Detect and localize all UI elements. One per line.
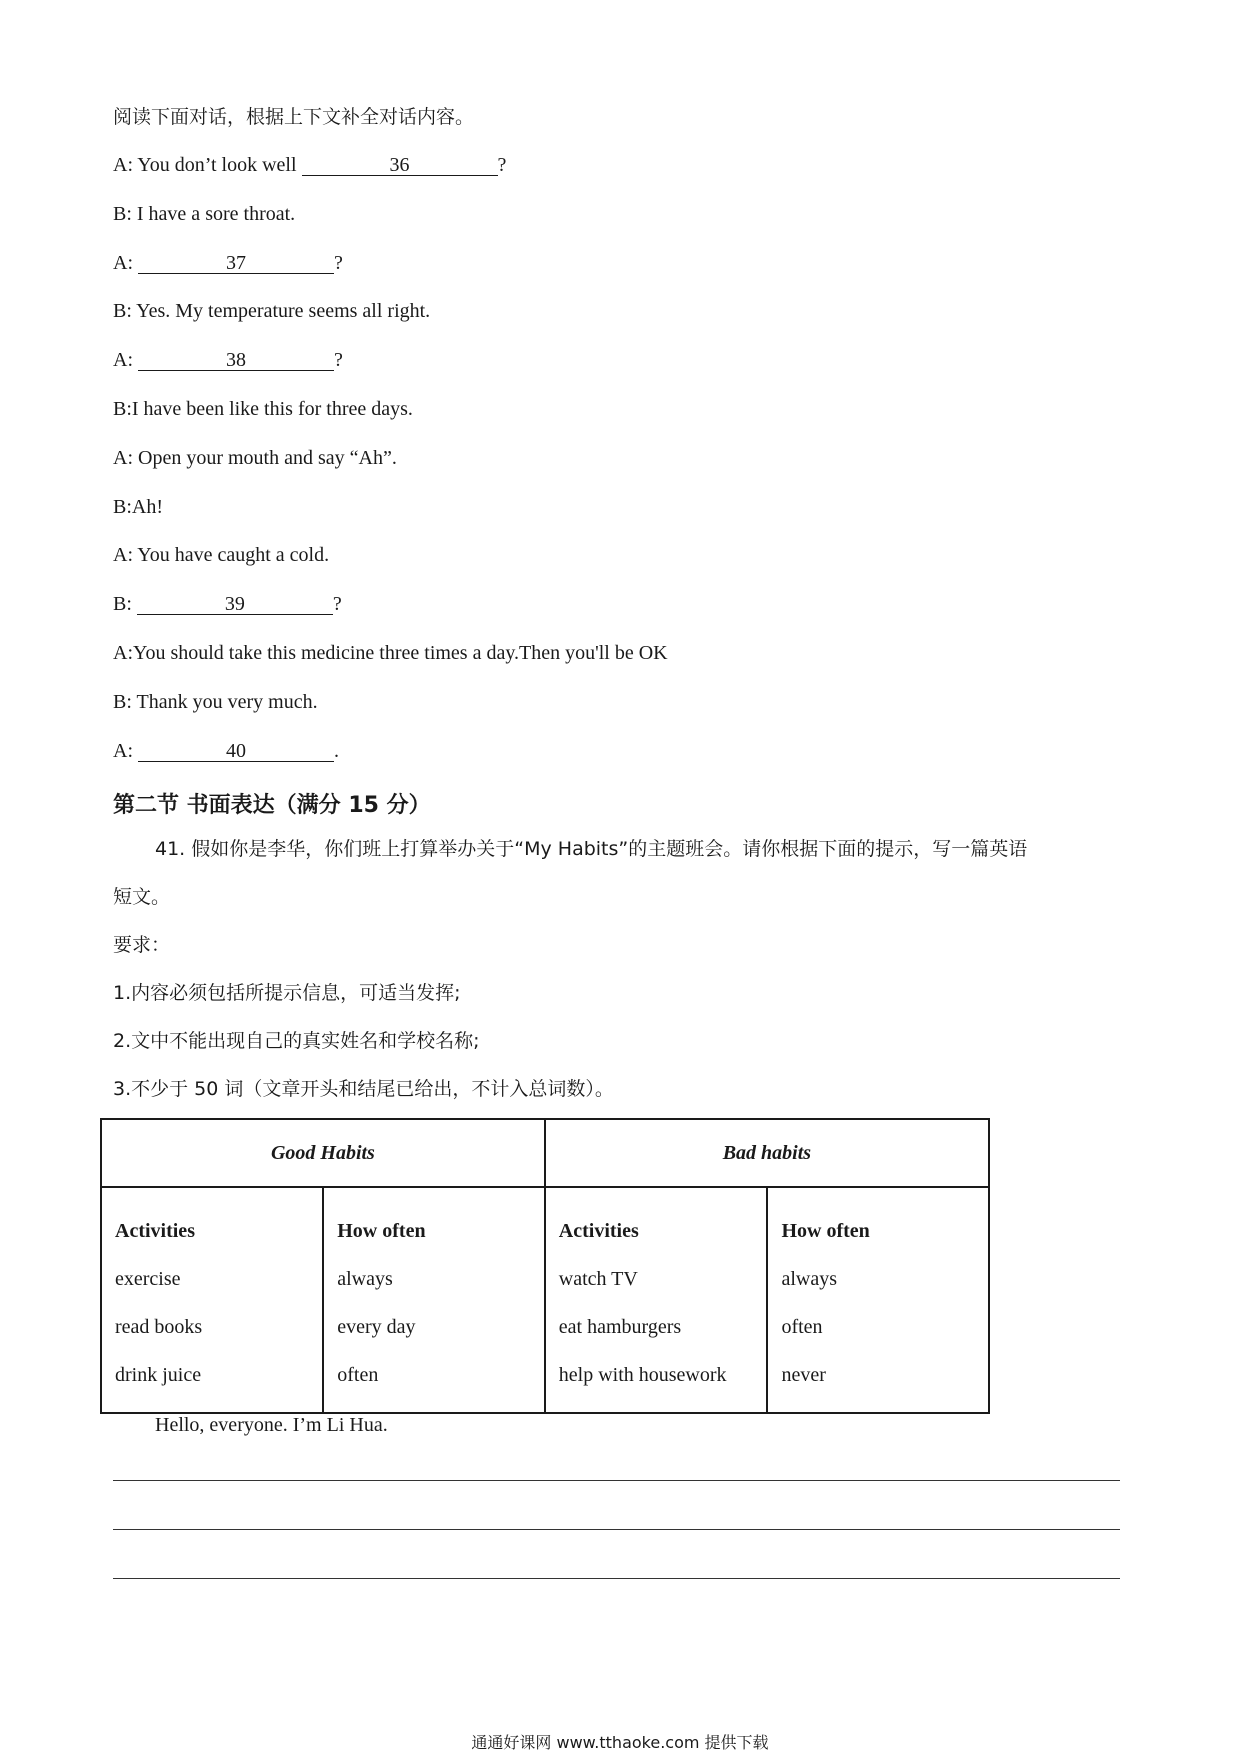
list-item: every day	[337, 1316, 416, 1338]
answer-blank: 36	[302, 153, 498, 176]
list-item: drink juice	[115, 1364, 202, 1386]
dialogue-line	[113, 591, 342, 617]
writing-line	[113, 1578, 1120, 1579]
dialogue-punctuation: ?	[332, 593, 342, 616]
good-activities-cell	[103, 1189, 321, 1411]
dialogue-text: A:You should take this medicine three times a day.Then you'll be OK	[113, 642, 668, 664]
dialogue-punctuation: ?	[497, 154, 507, 176]
instruction: 阅读下面对话，根据上下文补全对话内容。	[113, 106, 475, 128]
dialogue-line	[113, 542, 329, 568]
dialogue-text: A: Open your mouth and say “Ah”.	[113, 446, 397, 469]
dialogue-line	[113, 250, 343, 276]
bad-activities-cell	[547, 1189, 766, 1411]
col-header-activities: Activities	[558, 1220, 639, 1242]
good-frequency-cell	[325, 1189, 543, 1411]
requirements-title: 要求：	[113, 934, 171, 956]
list-item: often	[337, 1364, 379, 1386]
dialogue-line	[113, 152, 506, 178]
requirement-3: 3.不少于 50 词（文章开头和结尾已给出，不计入总词数）。	[113, 1078, 614, 1100]
dialogue-text: B: I have a sore throat.	[113, 202, 296, 225]
answer-blank: 39	[137, 592, 333, 615]
requirement-2: 2.文中不能出现自己的真实姓名和学校名称;	[113, 1030, 480, 1052]
dialogue-text: B:Ah!	[113, 495, 163, 518]
bad-frequency-cell	[769, 1189, 987, 1411]
dialogue-text: B:I have been like this for three days.	[113, 398, 413, 420]
dialogue-text: A:	[113, 349, 138, 372]
requirement-1: 1.内容必须包括所提示信息，可适当发挥;	[113, 982, 461, 1004]
answer-blank: 40	[138, 739, 334, 762]
dialogue-text: A:	[113, 251, 138, 274]
dialogue-punctuation: .	[334, 739, 339, 762]
col-header-how-often: How often	[781, 1220, 870, 1242]
list-item: eat hamburgers	[558, 1316, 682, 1338]
dialogue-punctuation: ?	[334, 251, 343, 274]
good-habits-header: Good Habits	[101, 1119, 545, 1187]
essay-start: Hello, everyone. I’m Li Hua.	[155, 1414, 388, 1436]
answer-blank: 38	[138, 348, 334, 371]
task-line-1: 41. 假如你是李华，你们班上打算举办关于“My Habits”的主题班会。请你根据下面的提示，写一篇英语	[155, 838, 1028, 860]
dialogue-line	[113, 347, 343, 373]
dialogue-line	[113, 494, 163, 520]
dialogue-line	[113, 445, 397, 471]
list-item: watch TV	[558, 1268, 638, 1290]
dialogue-text: A: You don’t look well	[113, 154, 302, 176]
dialogue-line	[113, 640, 668, 666]
dialogue-text: A: You have caught a cold.	[113, 544, 330, 567]
dialogue-line	[113, 738, 339, 764]
section-title: 第二节 书面表达（满分 15 分）	[113, 793, 431, 818]
dialogue-text: B: Thank you very much.	[113, 690, 318, 713]
footer: 通通好课网 www.tthaoke.com 提供下载	[471, 1733, 769, 1752]
list-item: always	[337, 1268, 393, 1290]
dialogue-line	[113, 201, 295, 227]
list-item: read books	[115, 1316, 203, 1338]
col-header-activities: Activities	[115, 1220, 195, 1242]
dialogue-line	[113, 396, 413, 422]
dialogue-text: B:	[113, 593, 137, 616]
answer-blank: 37	[138, 251, 334, 274]
dialogue-text: B: Yes. My temperature seems all right.	[113, 300, 431, 323]
dialogue-punctuation: ?	[334, 349, 343, 372]
bad-habits-header: Bad habits	[545, 1119, 989, 1187]
list-item: often	[781, 1316, 823, 1338]
list-item: always	[781, 1268, 837, 1290]
dialogue-text: A:	[113, 739, 138, 762]
dialogue-line	[113, 298, 430, 324]
dialogue-line	[113, 689, 318, 715]
writing-line	[113, 1480, 1120, 1481]
writing-line	[113, 1529, 1120, 1530]
list-item: exercise	[115, 1268, 181, 1290]
list-item: never	[781, 1364, 826, 1386]
habits-table	[100, 1118, 990, 1414]
list-item: help with housework	[558, 1364, 727, 1386]
col-header-how-often: How often	[337, 1220, 426, 1242]
task-line-2: 短文。	[113, 886, 171, 908]
